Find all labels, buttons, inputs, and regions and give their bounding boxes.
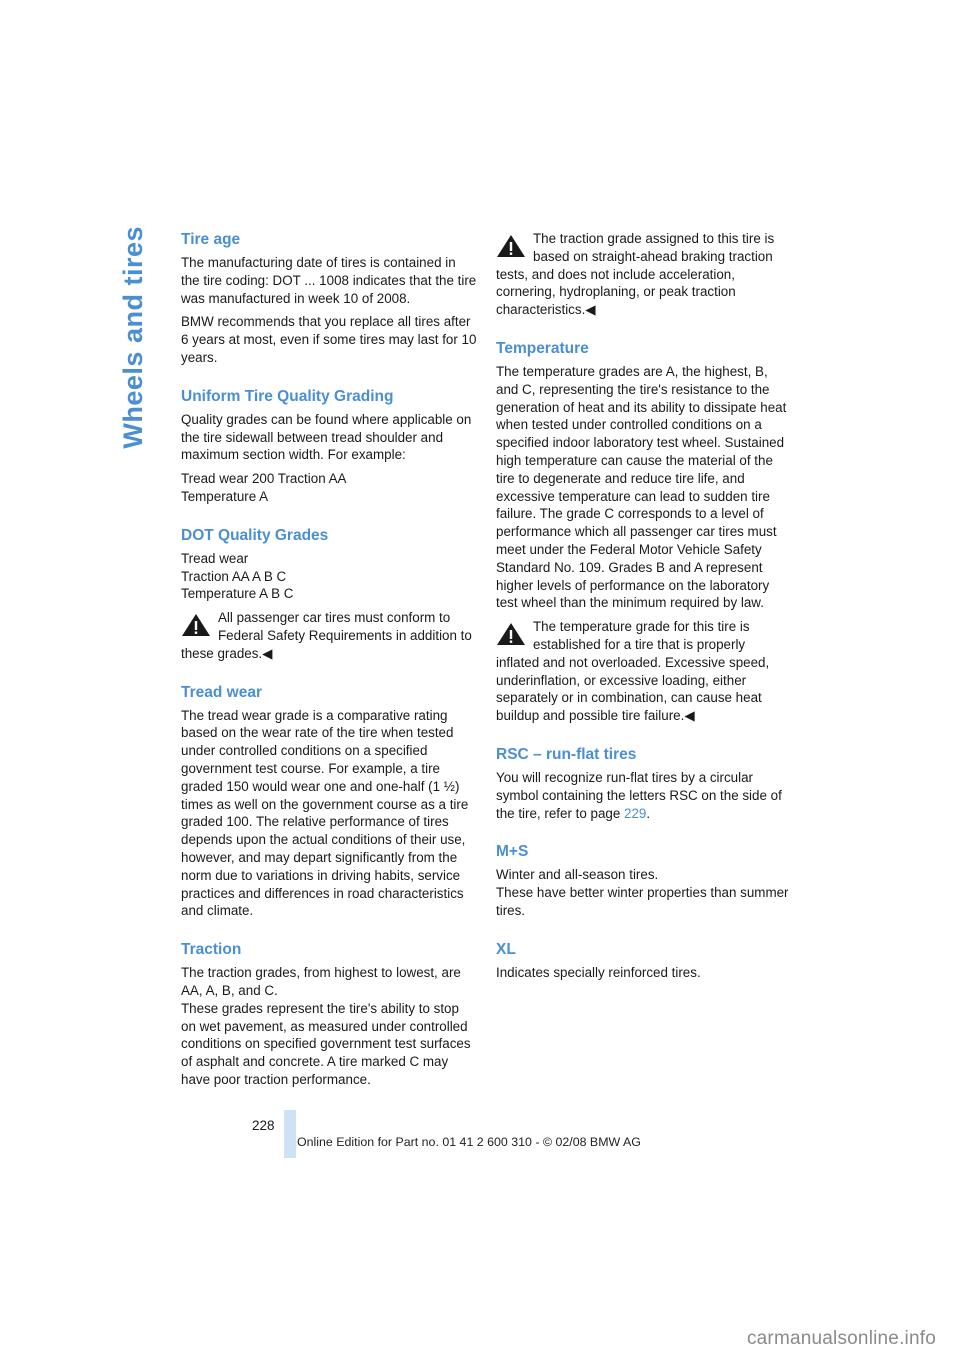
tread-wear-paragraph: The tread wear grade is a comparative rating based on the wear rate of the tire when tested under controlled conditions on a specified government test course. For example, a tire graded 150 would wear one and one-half (1 ½) times as well on the government course as a tire graded 100. The relative performance of tires depends upon the actual conditions of their use, however, and may depart significantly from the norm due to variations in driving habits, service practices and differences in road characteristics and climate. — [181, 707, 469, 919]
heading-utqg: Uniform Tire Quality Grading — [181, 387, 394, 405]
heading-xl: XL — [496, 940, 516, 958]
warning-triangle-icon — [181, 613, 211, 637]
warning-triangle-icon — [496, 234, 526, 258]
page-link-229[interactable]: 229 — [624, 805, 647, 821]
ms-paragraph: Winter and all-season tires. These have better winter properties than summer tires. — [496, 867, 789, 918]
heading-traction: Traction — [181, 941, 242, 959]
heading-dot-quality-grades: DOT Quality Grades — [181, 526, 329, 544]
rsc-text: You will recognize run-flat tires by a circular symbol containing the letters RSC on the side of the tire, refer to page — [496, 769, 782, 821]
warning-note-dot — [181, 609, 477, 662]
utqg-paragraph-1: Quality grades can be found where applicable on the tire sidewall between tread shoulder and maximum section width. For example: — [181, 411, 472, 463]
heading-ms: M+S — [496, 843, 529, 861]
heading-temperature: Temperature — [496, 339, 589, 357]
warning-text-traction: The traction grade assigned to this tire is based on straight-ahead braking traction tests, and does not include acceleration, cornering, hydroplaning, or peak traction characteristics.◀ — [496, 231, 775, 318]
warning-note-temperature — [496, 618, 792, 725]
heading-tire-age: Tire age — [181, 231, 241, 248]
side-tab — [112, 226, 154, 478]
page-number: 228 — [252, 1118, 275, 1133]
warning-text-temperature: The temperature grade for this tire is established for a tire that is properly inflated and not overloaded. Excessive speed, underinflation, or excessive loading, either separately or in combination, can cause heat buildup and possible tire failure.◀ — [496, 619, 770, 724]
watermark: carmanualsonline.info — [746, 1328, 936, 1349]
side-tab-label: Wheels and tires — [117, 226, 148, 449]
tire-age-paragraph-1: The manufacturing date of tires is contained in the tire coding: DOT ... 1008 indicates that the tire was manufactured in week 10 of 2008. — [181, 255, 477, 306]
utqg-example: Tread wear 200 Traction AA Temperature A — [181, 471, 347, 504]
temperature-paragraph: The temperature grades are A, the highest, B, and C, representing the tire's resistance to the generation of heat and its ability to dissipate heat when tested under controlled conditions on a specified indoor laboratory test wheel. Sustained high temperature can cause the material of the tire to degenerate and reduce tire life, and excessive temperature can lead to sudden tire failure. The grade C corresponds to a level of performance which all passenger car tires must meet under the Federal Motor Vehicle Safety Standard No. 109. Grades B and A represent higher levels of performance on the laboratory test wheel than the minimum required by law. — [496, 363, 787, 611]
xl-paragraph: Indicates specially reinforced tires. — [496, 964, 701, 980]
heading-rsc: RSC – run-flat tires — [496, 745, 637, 763]
warning-note-traction — [496, 230, 792, 319]
dot-grades-list: Tread wear Traction AA A B C Temperature A B C — [181, 550, 294, 602]
warning-triangle-icon — [496, 622, 526, 646]
right-column — [496, 230, 792, 988]
heading-tread-wear: Tread wear — [181, 683, 262, 701]
left-column — [181, 230, 477, 1095]
footer-accent-bar — [284, 1110, 296, 1158]
rsc-paragraph — [496, 769, 792, 822]
edition-note: Online Edition for Part no. 01 41 2 600 310 - © 02/08 BMW AG — [297, 1135, 641, 1149]
warning-text-dot: All passenger car tires must conform to Federal Safety Requirements in addition to these grades.◀ — [181, 610, 472, 661]
traction-paragraph: The traction grades, from highest to lowest, are AA, A, B, and C. These grades represent the tire's ability to stop on wet pavement, as measured under controlled conditions on specified government test surfaces of asphalt and concrete. A tire marked C may have poor traction performance. — [181, 965, 471, 1087]
tire-age-paragraph-2: BMW recommends that you replace all tires after 6 years at most, even if some tires may last for 10 years. — [181, 314, 477, 365]
rsc-text-end: . — [646, 805, 651, 821]
